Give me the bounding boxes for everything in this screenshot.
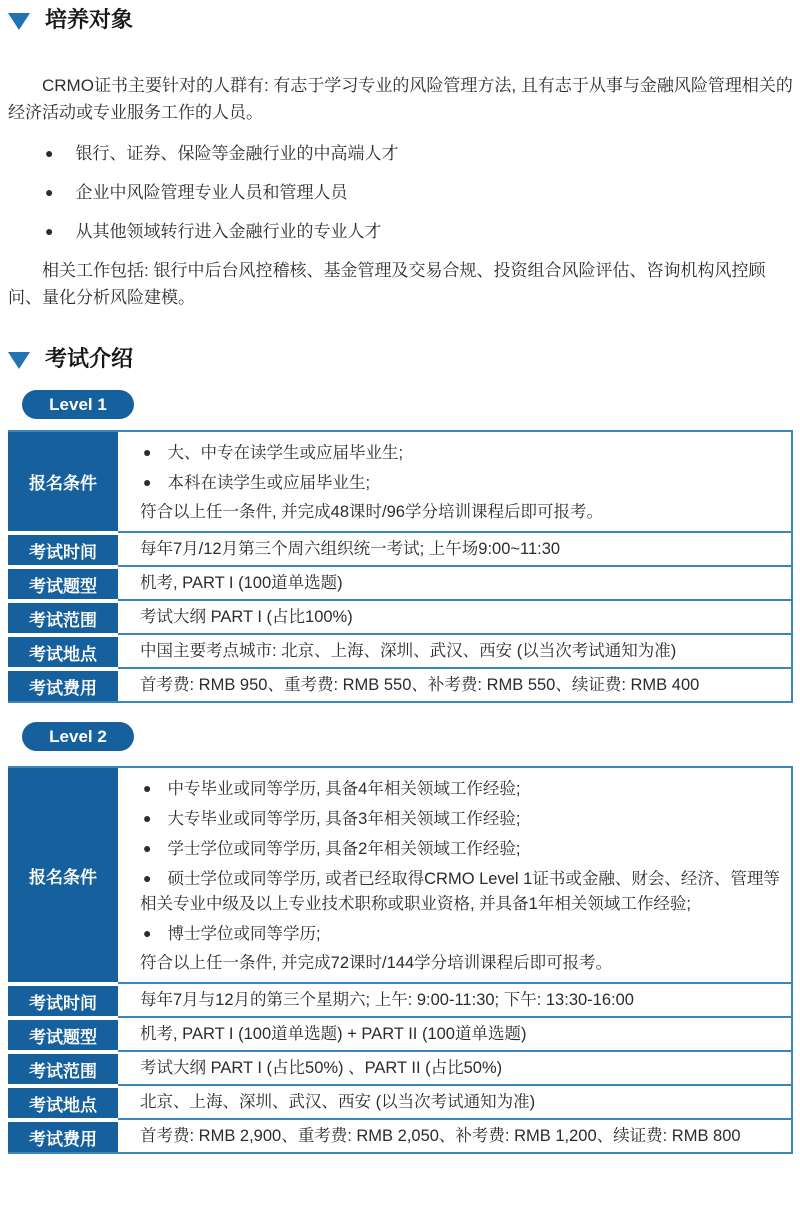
- bullet-icon: ●: [143, 810, 152, 826]
- table-row: [8, 982, 791, 1016]
- row-content: [118, 565, 791, 599]
- level-1-table: [8, 430, 793, 703]
- condition-text: 博士学位或同等学历;: [167, 925, 321, 943]
- training-intro-paragraph: CRMO证书主要针对的人群有: 有志于学习专业的风险管理方法, 且有志于从事与金融风险管理相关的经济活动或专业服务工作的人员。: [8, 76, 793, 122]
- bullet-icon: ●: [143, 444, 152, 460]
- row-content: [118, 982, 791, 1016]
- section-title-text: 培养对象: [45, 7, 134, 32]
- condition-item: [140, 866, 781, 917]
- row-text: 考试大纲 PART I (占比50%) 、PART II (占比50%): [140, 1058, 503, 1077]
- level-1-badge: Level 1: [22, 390, 134, 419]
- section-marker-icon: [8, 13, 30, 30]
- condition-note: 符合以上任一条件, 并完成48课时/96学分培训课程后即可报考。: [140, 503, 603, 521]
- table-row: [8, 565, 791, 599]
- row-content: [118, 667, 791, 701]
- bullet-icon: ●: [45, 223, 54, 239]
- exam-section-title: [8, 347, 793, 371]
- row-content: [118, 432, 791, 531]
- bullet-icon: ●: [143, 925, 152, 941]
- row-content: [118, 1084, 791, 1118]
- table-row: [8, 432, 791, 531]
- list-item: [8, 218, 793, 245]
- row-content: [118, 1050, 791, 1084]
- row-label: 考试题型: [8, 1020, 118, 1050]
- bullet-icon: ●: [45, 184, 54, 200]
- row-content: [118, 633, 791, 667]
- bullet-icon: ●: [143, 840, 152, 856]
- condition-item: [140, 806, 781, 832]
- row-text: 机考, PART I (100道单选题) + PART II (100道单选题): [140, 1024, 527, 1043]
- row-text: 中国主要考点城市: 北京、上海、深圳、武汉、西安 (以当次考试通知为准): [140, 641, 677, 660]
- list-item: [8, 140, 793, 167]
- condition-text: 大专毕业或同等学历, 具备3年相关领域工作经验;: [167, 810, 521, 828]
- row-label: 报名条件: [8, 768, 118, 982]
- row-label: 考试费用: [8, 1122, 118, 1152]
- row-label: 考试时间: [8, 986, 118, 1016]
- row-label: 考试费用: [8, 671, 118, 701]
- table-row: [8, 531, 791, 565]
- condition-item: [140, 470, 781, 496]
- section-title-text: 考试介绍: [45, 346, 134, 371]
- level-2-table: [8, 766, 793, 1154]
- row-label: 考试地点: [8, 1088, 118, 1118]
- row-text: 每年7月/12月第三个周六组织统一考试; 上午场9:00~11:30: [140, 539, 561, 558]
- table-row: [8, 1118, 791, 1152]
- condition-text: 本科在读学生或应届毕业生;: [167, 474, 371, 492]
- bullet-icon: ●: [143, 870, 152, 886]
- bullet-icon: ●: [143, 780, 152, 796]
- list-item-text: 银行、证券、保险等金融行业的中高端人才: [75, 144, 399, 163]
- table-row: [8, 1050, 791, 1084]
- bullet-icon: ●: [45, 145, 54, 161]
- row-text: 考试大纲 PART I (占比100%): [140, 607, 353, 626]
- condition-text: 中专毕业或同等学历, 具备4年相关领域工作经验;: [167, 780, 521, 798]
- row-label: 报名条件: [8, 432, 118, 531]
- list-item-text: 企业中风险管理专业人员和管理人员: [75, 183, 348, 202]
- table-row: [8, 768, 791, 982]
- row-text: 机考, PART I (100道单选题): [140, 573, 343, 592]
- list-item: [8, 179, 793, 206]
- row-label: 考试题型: [8, 569, 118, 599]
- condition-item: [140, 921, 781, 947]
- condition-text: 硕士学位或同等学历, 或者已经取得CRMO Level 1证书或金融、财会、经济、管理等相关专业中级及以上专业技术职称或职业资格, 并具备1年相关领域工作经验;: [140, 870, 780, 913]
- row-text: 首考费: RMB 950、重考费: RMB 550、补考费: RMB 550、续证费: RMB 400: [140, 675, 700, 694]
- row-content: [118, 1016, 791, 1050]
- condition-item: [140, 776, 781, 802]
- row-text: 首考费: RMB 2,900、重考费: RMB 2,050、补考费: RMB 1,200、续证费: RMB 800: [140, 1126, 741, 1145]
- level-2-badge: Level 2: [22, 722, 134, 751]
- training-bullet-list: [8, 140, 793, 245]
- condition-item: [140, 440, 781, 466]
- row-content: [118, 1118, 791, 1152]
- training-outro-paragraph: 相关工作包括: 银行中后台风控稽核、基金管理及交易合规、投资组合风险评估、咨询机构风控顾问、量化分析风险建模。: [8, 261, 766, 307]
- list-item-text: 从其他领域转行进入金融行业的专业人才: [75, 222, 382, 241]
- table-row: [8, 599, 791, 633]
- training-section-title: [8, 8, 793, 32]
- condition-text: 学士学位或同等学历, 具备2年相关领域工作经验;: [167, 840, 521, 858]
- row-text: 北京、上海、深圳、武汉、西安 (以当次考试通知为准): [140, 1092, 536, 1111]
- table-row: [8, 1016, 791, 1050]
- condition-item: [140, 836, 781, 862]
- row-content: [118, 599, 791, 633]
- bullet-icon: ●: [143, 474, 152, 490]
- row-text: 每年7月与12月的第三个星期六; 上午: 9:00-11:30; 下午: 13:30-16:00: [140, 990, 634, 1009]
- condition-note: 符合以上任一条件, 并完成72课时/144学分培训课程后即可报考。: [140, 954, 613, 972]
- row-content: [118, 768, 791, 982]
- row-content: [118, 531, 791, 565]
- table-row: [8, 667, 791, 701]
- table-row: [8, 1084, 791, 1118]
- section-marker-icon: [8, 352, 30, 369]
- row-label: 考试地点: [8, 637, 118, 667]
- condition-text: 大、中专在读学生或应届毕业生;: [167, 444, 404, 462]
- table-row: [8, 633, 791, 667]
- row-label: 考试范围: [8, 603, 118, 633]
- row-label: 考试时间: [8, 535, 118, 565]
- row-label: 考试范围: [8, 1054, 118, 1084]
